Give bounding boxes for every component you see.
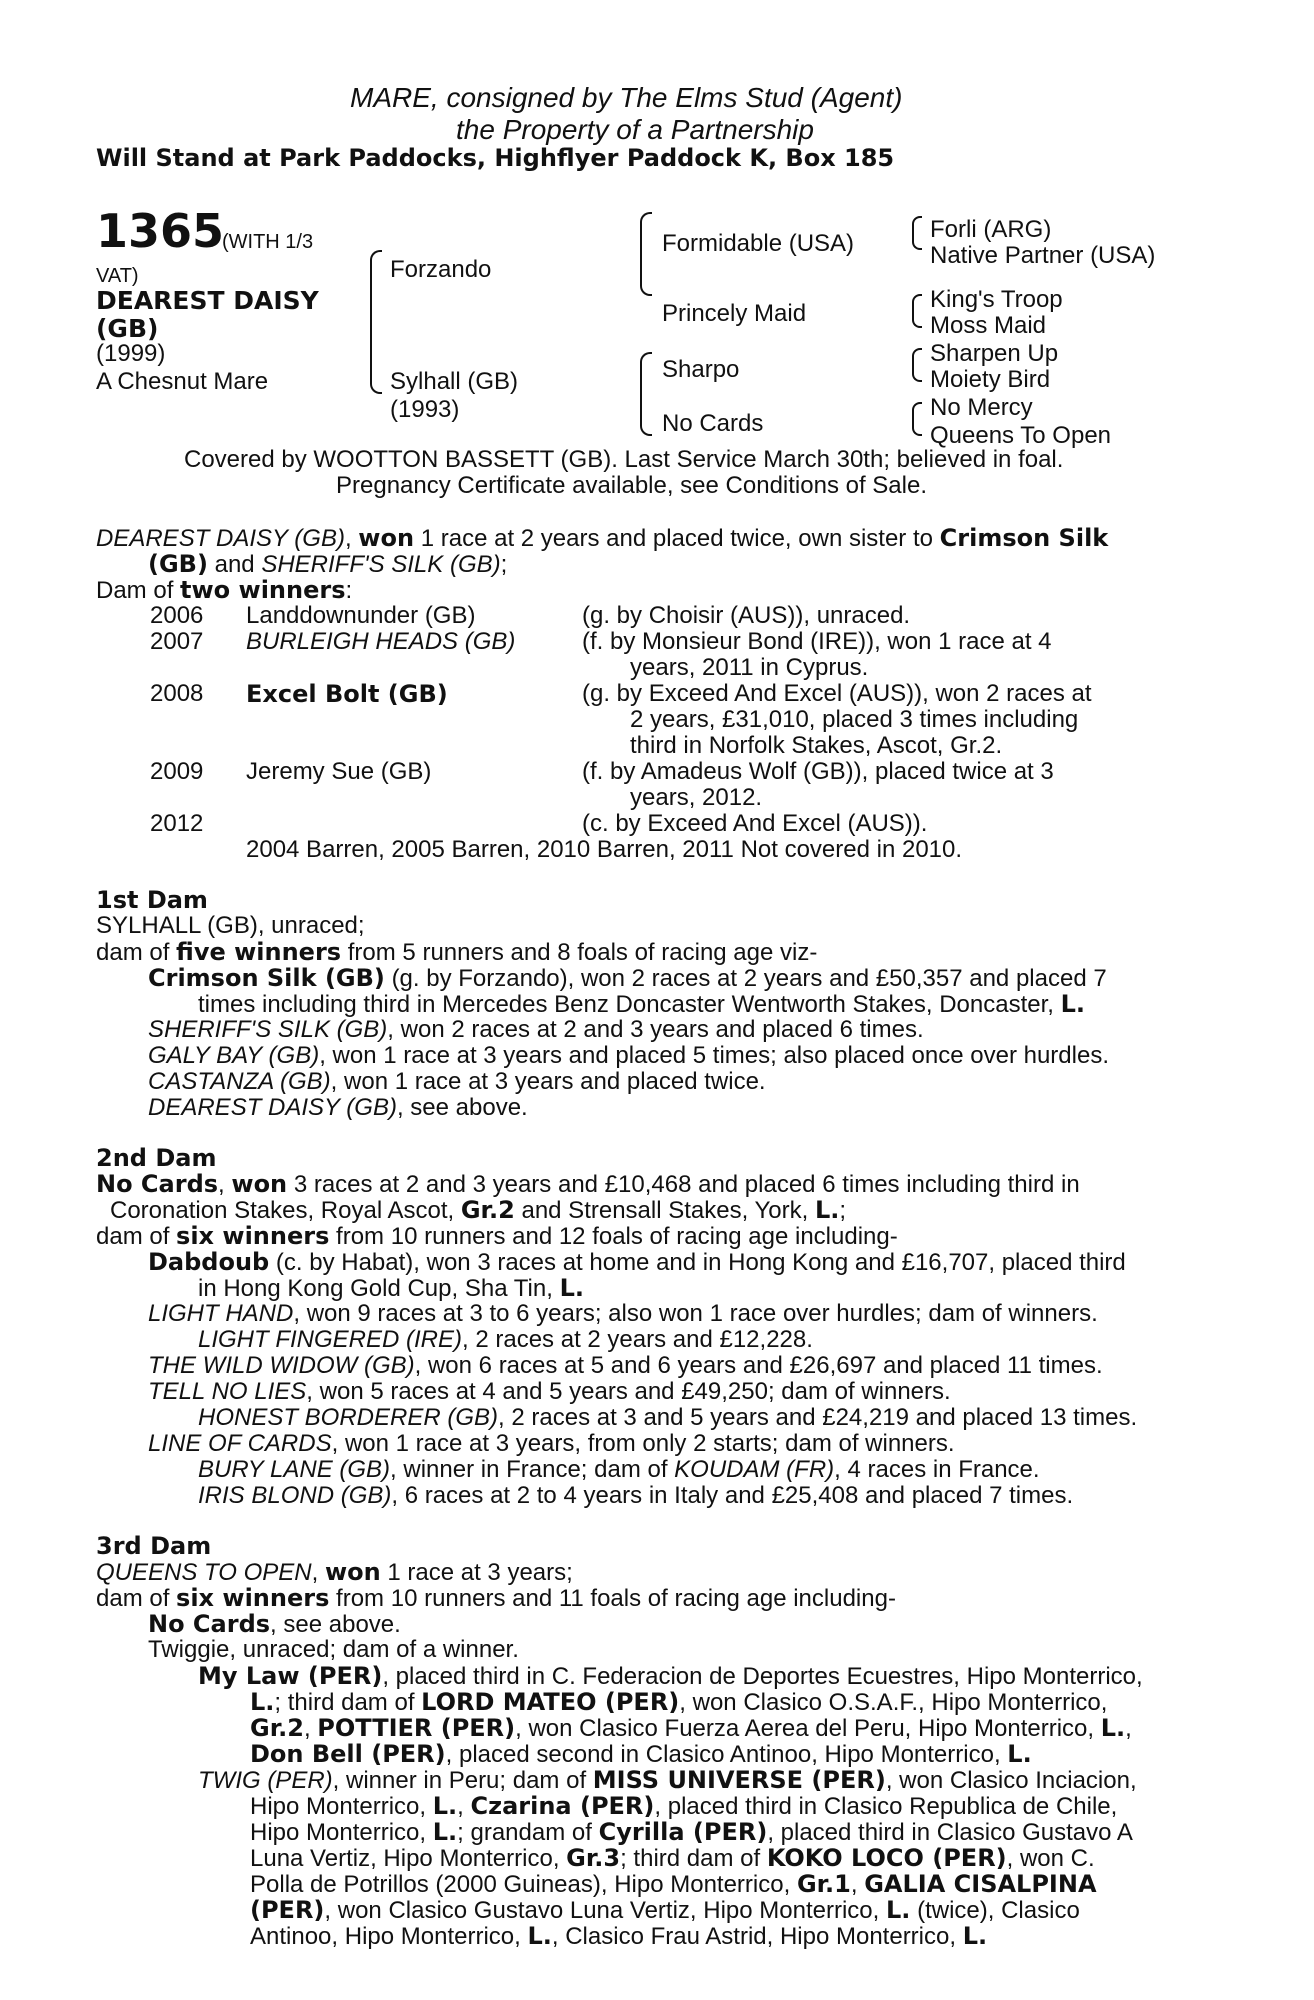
pedigree-dds: No Mercy (930, 394, 1033, 421)
third-dam-line-13: Polla de Potrillos (2000 Guineas), Hipo Monterrico, Gr.1, GALIA CISALPINA (250, 1870, 1097, 1898)
pedigree-dam-year: (1993) (390, 396, 460, 423)
second-dam-line-13: IRIS BLOND (GB), 6 races at 2 to 4 years in Italy and £25,408 and placed 7 times. (198, 1482, 1074, 1509)
pedigree-sire: Forzando (390, 256, 492, 283)
produce-year: 2012 (150, 810, 204, 837)
second-dam-line-11: LINE OF CARDS, won 1 race at 3 years, from only 2 starts; dam of winners. (148, 1430, 955, 1457)
lot-name-a: DEAREST DAISY (96, 286, 319, 315)
second-dam-line-4: Dabdoub (c. by Habat), won 3 races at home and in Hong Kong and £16,707, placed third (148, 1248, 1126, 1276)
produce-name: Landdownunder (GB) (246, 602, 476, 629)
covered-line-2: Pregnancy Certificate available, see Conditions of Sale. (336, 472, 927, 499)
third-dam-line-10: Hipo Monterrico, L., Czarina (PER), placed third in Clasico Republica de Chile, (250, 1792, 1118, 1820)
third-dam-line-7: Gr.2, POTTIER (PER), won Clasico Fuerza Aerea del Peru, Hipo Monterrico, L., (250, 1714, 1132, 1742)
pedigree-dss: Sharpen Up (930, 340, 1059, 367)
header-line-1: MARE, consigned by The Elms Stud (Agent) (350, 82, 903, 113)
intro-line-2: (GB) and SHERIFF'S SILK (GB); (148, 550, 508, 578)
barren-line: 2004 Barren, 2005 Barren, 2010 Barren, 2011 Not covered in 2010. (246, 836, 963, 863)
produce-description: (f. by Monsieur Bond (IRE)), won 1 race at 4 (582, 628, 1052, 655)
second-dam-line-2: Coronation Stakes, Royal Ascot, Gr.2 and Strensall Stakes, York, L.; (110, 1196, 847, 1224)
lot-year: (1999) (96, 340, 166, 367)
header-line-3: Will Stand at Park Paddocks, Highflyer Paddock K, Box 185 (96, 144, 895, 172)
produce-year: 2008 (150, 680, 204, 707)
produce-description: 2 years, £31,010, placed 3 times including (630, 706, 1079, 733)
third-dam-line-1: QUEENS TO OPEN, won 1 race at 3 years; (96, 1558, 573, 1586)
produce-description: (f. by Amadeus Wolf (GB)), placed twice at 3 (582, 758, 1054, 785)
third-dam-heading: 3rd Dam (96, 1532, 212, 1560)
second-dam-line-5: in Hong Kong Gold Cup, Sha Tin, L. (198, 1274, 584, 1302)
first-dam-line-4: times including third in Mercedes Benz Doncaster Wentworth Stakes, Doncaster, L. (198, 990, 1086, 1018)
pedigree-dam: Sylhall (GB) (390, 368, 519, 395)
lot-description: A Chesnut Mare (96, 368, 269, 395)
pedigree-dam-dam: No Cards (662, 410, 764, 437)
third-dam-line-8: Don Bell (PER), placed second in Clasico Antinoo, Hipo Monterrico, L. (250, 1740, 1032, 1768)
first-dam-line-7: CASTANZA (GB), won 1 race at 3 years and placed twice. (148, 1068, 766, 1095)
second-dam-heading: 2nd Dam (96, 1144, 217, 1172)
produce-description: third in Norfolk Stakes, Ascot, Gr.2. (630, 732, 1003, 759)
lot-vat-b: VAT) (96, 265, 139, 287)
intro-line-1: DEAREST DAISY (GB), won 1 race at 2 years and placed twice, own sister to Crimson Silk (96, 524, 1109, 552)
third-dam-line-5: My Law (PER), placed third in C. Federacion de Deportes Ecuestres, Hipo Monterrico, (198, 1662, 1143, 1690)
first-dam-line-2: dam of five winners from 5 runners and 8 foals of racing age viz- (96, 938, 818, 966)
first-dam-line-6: GALY BAY (GB), won 1 race at 3 years and placed 5 times; also placed once over hurdles. (148, 1042, 1109, 1069)
second-dam-line-10: HONEST BORDERER (GB), 2 races at 3 and 5 years and £24,219 and placed 13 times. (198, 1404, 1138, 1431)
covered-line-1: Covered by WOOTTON BASSETT (GB). Last Service March 30th; believed in foal. (184, 446, 1064, 473)
pedigree-ssd: Native Partner (USA) (930, 242, 1156, 269)
produce-description: (g. by Exceed And Excel (AUS)), won 2 races at (582, 680, 1092, 707)
third-dam-line-15: Antinoo, Hipo Monterrico, L., Clasico Frau Astrid, Hipo Monterrico, L. (250, 1922, 988, 1950)
pedigree-brace-3 (640, 352, 652, 436)
second-dam-line-8: THE WILD WIDOW (GB), won 6 races at 5 and 6 years and £26,697 and placed 11 times. (148, 1352, 1103, 1379)
pedigree-brace-2 (640, 212, 652, 296)
pedigree-brace-4 (912, 216, 922, 250)
first-dam-heading: 1st Dam (96, 886, 208, 914)
second-dam-line-6: LIGHT HAND, won 9 races at 3 to 6 years; also won 1 race over hurdles; dam of winners. (148, 1300, 1098, 1327)
third-dam-line-11: Hipo Monterrico, L.; grandam of Cyrilla (PER), placed third in Clasico Gustavo A (250, 1818, 1133, 1846)
pedigree-ddd: Queens To Open (930, 422, 1112, 449)
first-dam-line-8: DEAREST DAISY (GB), see above. (148, 1094, 528, 1121)
header-line-2: the Property of a Partnership (456, 114, 814, 145)
produce-name: Jeremy Sue (GB) (246, 758, 432, 785)
third-dam-line-14: (PER), won Clasico Gustavo Luna Vertiz, Hipo Monterrico, L. (twice), Clasico (250, 1896, 1080, 1924)
produce-year: 2007 (150, 628, 204, 655)
first-dam-line-1: SYLHALL (GB), unraced; (96, 912, 365, 939)
first-dam-line-5: SHERIFF'S SILK (GB), won 2 races at 2 and 3 years and placed 6 times. (148, 1016, 924, 1043)
pedigree-sire-dam: Princely Maid (662, 300, 807, 327)
produce-description: years, 2012. (630, 784, 763, 811)
pedigree-sss: Forli (ARG) (930, 216, 1052, 243)
intro-line-3: Dam of two winners: (96, 576, 353, 604)
third-dam-line-12: Luna Vertiz, Hipo Monterrico, Gr.3; third dam of KOKO LOCO (PER), won C. (250, 1844, 1095, 1872)
pedigree-brace-7 (912, 402, 922, 436)
second-dam-line-7: LIGHT FINGERED (IRE), 2 races at 2 years and £12,228. (198, 1326, 813, 1353)
lot-name-b: (GB) (96, 314, 159, 343)
produce-name: BURLEIGH HEADS (GB) (246, 628, 516, 655)
produce-year: 2006 (150, 602, 204, 629)
pedigree-sds: King's Troop (930, 286, 1063, 313)
pedigree-brace-5 (912, 294, 922, 328)
second-dam-line-12: BURY LANE (GB), winner in France; dam of KOUDAM (FR), 4 races in France. (198, 1456, 1040, 1483)
third-dam-line-4: Twiggie, unraced; dam of a winner. (148, 1636, 519, 1663)
pedigree-brace-6 (912, 348, 922, 382)
pedigree-sdd: Moss Maid (930, 312, 1047, 339)
third-dam-line-3: No Cards, see above. (148, 1610, 401, 1638)
produce-name: Excel Bolt (GB) (246, 680, 448, 708)
first-dam-line-3: Crimson Silk (GB) (g. by Forzando), won 2 races at 2 years and £50,357 and placed 7 (148, 964, 1107, 992)
pedigree-brace-1 (370, 250, 382, 394)
second-dam-line-1: No Cards, won 3 races at 2 and 3 years and £10,468 and placed 6 times including third in (96, 1170, 1080, 1198)
produce-description: years, 2011 in Cyprus. (630, 654, 869, 681)
lot-number: 1365 (96, 204, 225, 258)
second-dam-line-9: TELL NO LIES, won 5 races at 4 and 5 years and £49,250; dam of winners. (148, 1378, 951, 1405)
third-dam-line-2: dam of six winners from 10 runners and 11 foals of racing age including- (96, 1584, 896, 1612)
second-dam-line-3: dam of six winners from 10 runners and 12 foals of racing age including- (96, 1222, 898, 1250)
third-dam-line-6: L.; third dam of LORD MATEO (PER), won Clasico O.S.A.F., Hipo Monterrico, (250, 1688, 1108, 1716)
pedigree-dam-sire: Sharpo (662, 356, 740, 383)
produce-year: 2009 (150, 758, 204, 785)
pedigree-dsd: Moiety Bird (930, 366, 1051, 393)
pedigree-sire-sire: Formidable (USA) (662, 230, 855, 257)
third-dam-line-9: TWIG (PER), winner in Peru; dam of MISS UNIVERSE (PER), won Clasico Inciacion, (198, 1766, 1137, 1794)
lot-vat-a: (WITH 1/3 (222, 231, 314, 253)
produce-description: (c. by Exceed And Excel (AUS)). (582, 810, 928, 837)
produce-description: (g. by Choisir (AUS)), unraced. (582, 602, 911, 629)
